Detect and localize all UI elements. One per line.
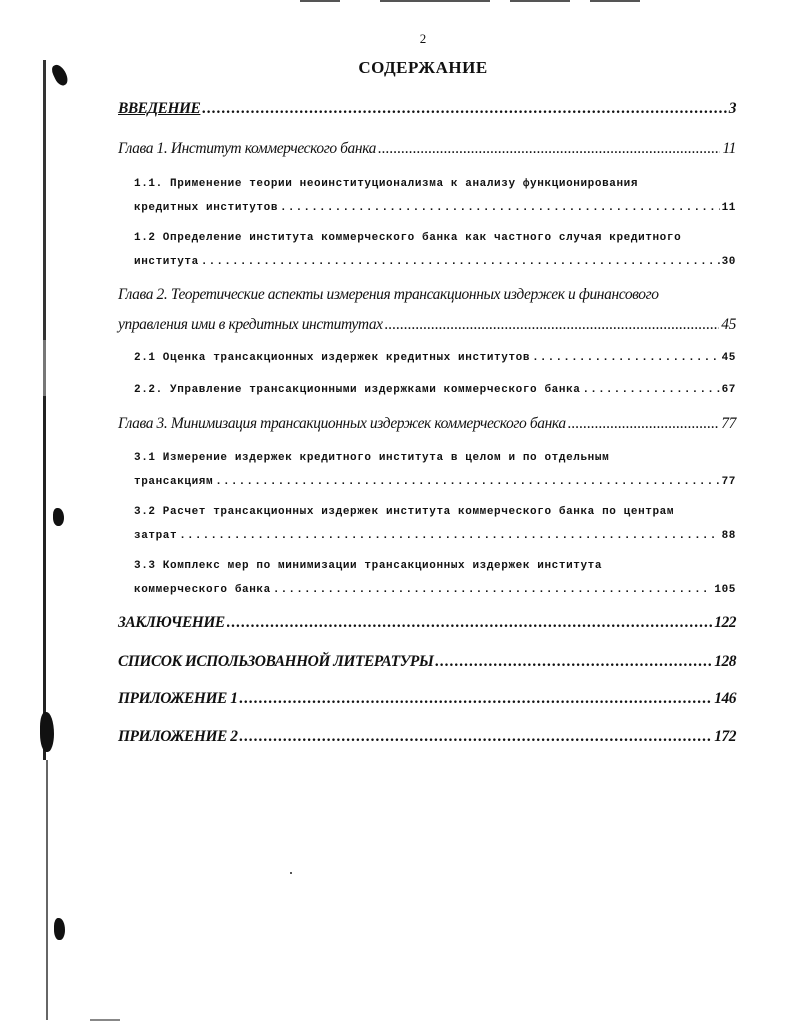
toc-entry-conclusion[interactable]: [118, 614, 736, 632]
toc-label: ВВЕДЕНИЕ: [118, 100, 201, 117]
toc-leader: [215, 476, 719, 488]
toc-label: ЗАКЛЮЧЕНИЕ: [118, 614, 225, 631]
toc-entry-1-1[interactable]: [134, 202, 736, 214]
toc-entry-3-1[interactable]: [134, 476, 736, 488]
toc-page: 172: [714, 728, 736, 745]
toc-label: 2.2. Управление трансакционными издержками коммерческого банка: [134, 384, 581, 396]
toc-page: 30: [721, 256, 736, 268]
toc-entry-chapter-1[interactable]: [118, 140, 736, 158]
scan-artifact-bottom: [90, 1019, 120, 1021]
toc-entry-2-1[interactable]: [134, 352, 736, 364]
toc-page: 11: [722, 140, 736, 157]
toc-label: кредитных институтов: [134, 202, 279, 214]
toc-page: 122: [714, 614, 736, 631]
toc-entry-1-2-line1[interactable]: 1.2 Определение института коммерческого банка как частного случая кредитного: [134, 232, 682, 244]
toc-leader: [385, 316, 720, 334]
scan-blot: [54, 918, 65, 940]
toc-entry-3-2[interactable]: [134, 530, 736, 542]
toc-leader: [273, 584, 713, 596]
toc-entry-3-3-line1[interactable]: 3.3 Комплекс мер по минимизации трансакционных издержек института: [134, 560, 603, 572]
toc-page: 88: [721, 530, 736, 542]
toc-label: СПИСОК ИСПОЛЬЗОВАННОЙ ЛИТЕРАТУРЫ: [118, 653, 434, 670]
toc-label: Глава 3. Минимизация трансакционных издержек коммерческого банка: [118, 415, 566, 432]
toc-leader: [239, 728, 712, 746]
scan-blot: [40, 712, 54, 752]
toc-page: 45: [721, 316, 736, 333]
toc-label: трансакциям: [134, 476, 214, 488]
toc-leader: [582, 384, 719, 396]
toc-label: коммерческого банка: [134, 584, 271, 596]
toc-entry-chapter-2[interactable]: [118, 316, 736, 334]
toc-entry-intro[interactable]: [118, 100, 736, 118]
toc-leader: [179, 530, 719, 542]
toc-leader: [378, 140, 720, 158]
toc-leader: [568, 415, 720, 433]
toc-entry-3-1-line1[interactable]: 3.1 Измерение издержек кредитного института в целом и по отдельным: [134, 452, 610, 464]
toc-page: 67: [721, 384, 736, 396]
toc-entry-appendix-1[interactable]: [118, 690, 736, 708]
toc-label: ПРИЛОЖЕНИЕ 2: [118, 728, 238, 745]
toc-label: института: [134, 256, 199, 268]
toc-label: затрат: [134, 530, 178, 542]
toc-page: 11: [721, 202, 736, 214]
toc-leader: [280, 202, 720, 214]
toc-leader: [239, 690, 712, 708]
page-number: 2: [419, 31, 427, 46]
scan-margin-line: [43, 60, 46, 760]
toc-leader: [532, 352, 720, 364]
toc-label: 2.1 Оценка трансакционных издержек кредитных институтов: [134, 352, 531, 364]
toc-page: 77: [721, 415, 736, 432]
toc-entry-2-2[interactable]: [134, 384, 736, 396]
scan-artifact-top: [300, 0, 660, 3]
toc-page: 77: [721, 476, 736, 488]
toc-label: ПРИЛОЖЕНИЕ 1: [118, 690, 238, 707]
toc-entry-references[interactable]: [118, 653, 736, 671]
toc-leader: [202, 100, 726, 118]
scan-speck: [290, 872, 292, 874]
toc-page: 3: [728, 100, 736, 117]
toc-leader: [435, 653, 712, 671]
toc-entry-1-1-line1[interactable]: 1.1. Применение теории неоинституционализма к анализу функционирования: [134, 178, 639, 190]
toc-entry-chapter-3[interactable]: [118, 415, 736, 433]
toc-entry-3-2-line1[interactable]: 3.2 Расчет трансакционных издержек института коммерческого банка по центрам: [134, 506, 675, 518]
toc-page: 146: [714, 690, 736, 707]
toc-leader: [227, 614, 713, 632]
toc-label: Глава 1. Институт коммерческого банка: [118, 140, 377, 157]
scan-margin-line-lower: [46, 760, 48, 1020]
toc-page: 128: [714, 653, 736, 670]
toc-entry-appendix-2[interactable]: [118, 728, 736, 746]
scan-blot: [53, 508, 64, 526]
toc-leader: [201, 256, 720, 268]
toc-page: 45: [721, 352, 736, 364]
toc-entry-1-2[interactable]: [134, 256, 736, 268]
toc-page: 105: [714, 584, 736, 596]
toc-entry-3-3[interactable]: [134, 584, 736, 596]
toc-label: управления ими в кредитных институтах: [118, 316, 383, 333]
page-title: СОДЕРЖАНИЕ: [358, 58, 488, 77]
toc-entry-chapter-2-line1[interactable]: Глава 2. Теоретические аспекты измерения трансакционных издержек и финансового: [118, 286, 659, 303]
